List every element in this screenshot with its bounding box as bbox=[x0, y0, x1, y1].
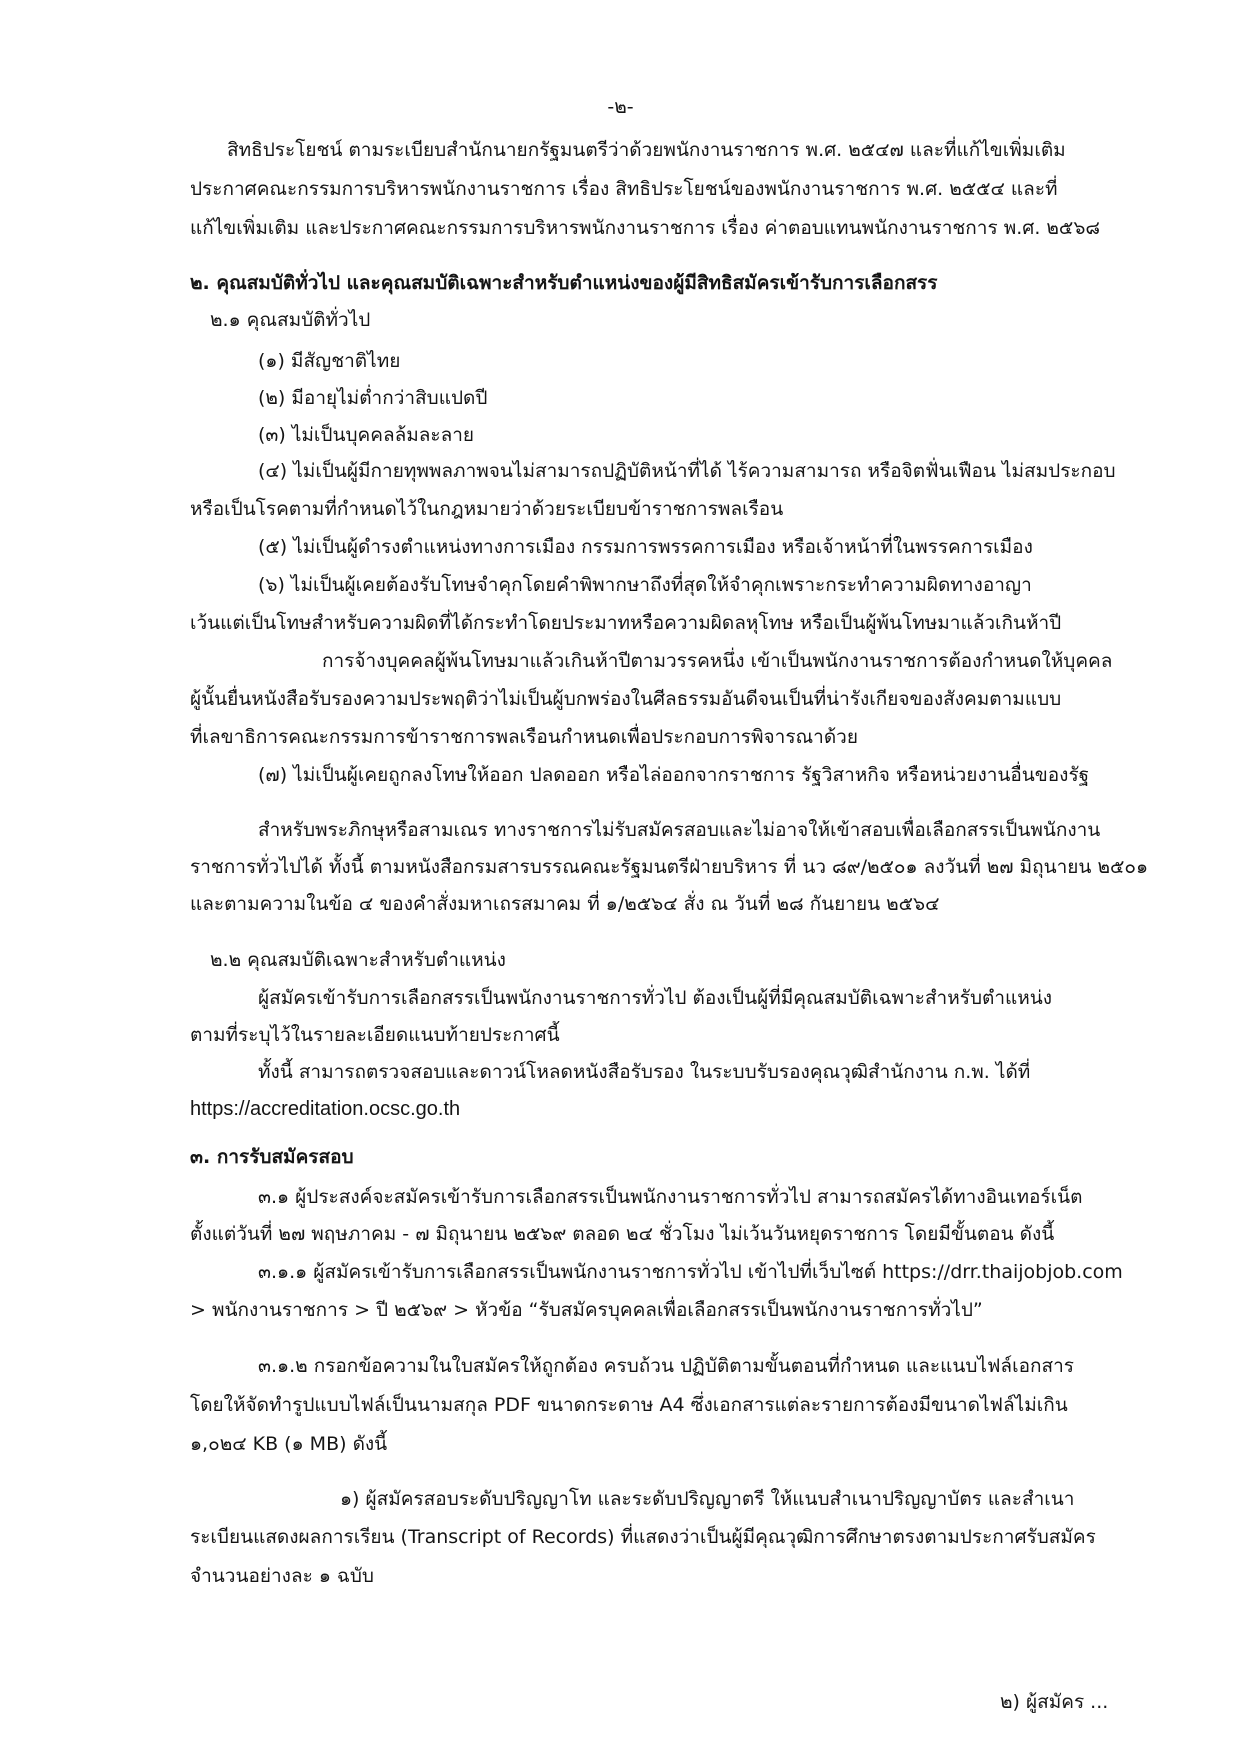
body-line: ตั้งแต่วันที่ ๒๗ พฤษภาคม - ๗ มิถุนายน ๒๕๖๙ ตลอด ๒๔ ชั่วโมง ไม่เว้นวันหยุดราชการ โดยมีขั้นตอน ดังนี้ bbox=[190, 1223, 1055, 1245]
body-line: ตามที่ระบุไว้ในรายละเอียดแนบท้ายประกาศนี้ bbox=[190, 1024, 560, 1046]
continuation-note: ๒) ผู้สมัคร ... bbox=[1000, 1691, 1109, 1713]
body-line: ผู้สมัครเข้ารับการเลือกสรรเป็นพนักงานราชการทั่วไป ต้องเป็นผู้ที่มีคุณสมบัติเฉพาะสำหรับตำแหน่ง bbox=[258, 987, 1053, 1009]
page-number: -๒- bbox=[607, 96, 634, 118]
list-item: (๒) มีอายุไม่ต่ำกว่าสิบแปดปี bbox=[258, 387, 488, 409]
list-item: (๓) ไม่เป็นบุคคลล้มละลาย bbox=[258, 424, 475, 446]
body-line: เว้นแต่เป็นโทษสำหรับความผิดที่ได้กระทำโดยประมาทหรือความผิดลหุโทษ หรือเป็นผู้พ้นโทษมาแล้วเกินห้าปี bbox=[190, 612, 1062, 634]
body-line: ๓.๑.๑ ผู้สมัครเข้ารับการเลือกสรรเป็นพนักงานราชการทั่วไป เข้าไปที่เว็บไซต์ https://drr.thaijobjob.com bbox=[258, 1261, 1123, 1283]
list-item: (๑) มีสัญชาติไทย bbox=[258, 350, 401, 372]
body-line: ประกาศคณะกรรมการบริหารพนักงานราชการ เรื่อง สิทธิประโยชน์ของพนักงานราชการ พ.ศ. ๒๕๕๔ และที่ bbox=[190, 178, 1058, 200]
body-line: แก้ไขเพิ่มเติม และประกาศคณะกรรมการบริหารพนักงานราชการ เรื่อง ค่าตอบแทนพนักงานราชการ พ.ศ. ๒๕๖๘ bbox=[190, 217, 1101, 239]
body-line: โดยให้จัดทำรูปแบบไฟล์เป็นนามสกุล PDF ขนาดกระดาษ A4 ซึ่งเอกสารแต่ละรายการต้องมีขนาดไฟล์ไม่เกิน bbox=[190, 1394, 1068, 1416]
body-line: จำนวนอย่างละ ๑ ฉบับ bbox=[190, 1565, 374, 1587]
list-item: (๗) ไม่เป็นผู้เคยถูกลงโทษให้ออก ปลดออก หรือไล่ออกจากราชการ รัฐวิสาหกิจ หรือหน่วยงานอื่นของรัฐ bbox=[258, 764, 1090, 786]
body-line: ที่เลขาธิการคณะกรรมการข้าราชการพลเรือนกำหนดเพื่อประกอบการพิจารณาด้วย bbox=[190, 726, 858, 748]
body-line: และตามความในข้อ ๔ ของคำสั่งมหาเถรสมาคม ที่ ๑/๒๕๖๔ สั่ง ณ วันที่ ๒๘ กันยายน ๒๕๖๔ bbox=[190, 893, 940, 915]
body-line: ๑) ผู้สมัครสอบระดับปริญญาโท และระดับปริญญาตรี ให้แนบสำเนาปริญญาบัตร และสำเนา bbox=[340, 1488, 1075, 1510]
subsection-heading-2-2: ๒.๒ คุณสมบัติเฉพาะสำหรับตำแหน่ง bbox=[210, 949, 506, 971]
body-line: ๓.๑ ผู้ประสงค์จะสมัครเข้ารับการเลือกสรรเป็นพนักงานราชการทั่วไป สามารถสมัครได้ทางอินเทอร์เน็ต bbox=[258, 1186, 1083, 1208]
body-line: > พนักงานราชการ > ปี ๒๕๖๙ > หัวข้อ “รับสมัครบุคคลเพื่อเลือกสรรเป็นพนักงานราชการทั่วไป” bbox=[190, 1299, 983, 1321]
section-heading-3: ๓. การรับสมัครสอบ bbox=[190, 1146, 354, 1168]
body-line: สำหรับพระภิกษุหรือสามเณร ทางราชการไม่รับสมัครสอบและไม่อาจให้เข้าสอบเพื่อเลือกสรรเป็นพนักงาน bbox=[258, 819, 1101, 841]
body-line: ระเบียนแสดงผลการเรียน (Transcript of Records) ที่แสดงว่าเป็นผู้มีคุณวุฒิการศึกษาตรงตามประกาศรับสมัคร bbox=[190, 1526, 1096, 1548]
body-line: ราชการทั่วไปได้ ทั้งนี้ ตามหนังสือกรมสารบรรณคณะรัฐมนตรีฝ่ายบริหาร ที่ นว ๘๙/๒๕๐๑ ลงวันที่ ๒๗ มิถุนายน ๒๕๐๑ bbox=[190, 856, 1149, 878]
body-line: ผู้นั้นยื่นหนังสือรับรองความประพฤติว่าไม่เป็นผู้บกพร่องในศีลธรรมอันดีจนเป็นที่น่ารังเกียจของสังคมตามแบบ bbox=[190, 688, 1062, 710]
list-item: (๕) ไม่เป็นผู้ดำรงตำแหน่งทางการเมือง กรรมการพรรคการเมือง หรือเจ้าหน้าที่ในพรรคการเมือง bbox=[258, 536, 1033, 558]
body-line: หรือเป็นโรคตามที่กำหนดไว้ในกฎหมายว่าด้วยระเบียบข้าราชการพลเรือน bbox=[190, 498, 784, 520]
section-heading-2: ๒. คุณสมบัติทั่วไป และคุณสมบัติเฉพาะสำหรับตำแหน่งของผู้มีสิทธิสมัครเข้ารับการเลือกสรร bbox=[190, 272, 938, 294]
body-line: ๑,๐๒๔ KB (๑ MB) ดังนี้ bbox=[190, 1433, 388, 1455]
body-line: ทั้งนี้ สามารถตรวจสอบและดาวน์โหลดหนังสือรับรอง ในระบบรับรองคุณวุฒิสำนักงาน ก.พ. ได้ที่ bbox=[258, 1061, 1031, 1083]
body-line: การจ้างบุคคลผู้พ้นโทษมาแล้วเกินห้าปีตามวรรคหนึ่ง เข้าเป็นพนักงานราชการต้องกำหนดให้บุคคล bbox=[322, 650, 1113, 672]
list-item: (๖) ไม่เป็นผู้เคยต้องรับโทษจำคุกโดยคำพิพากษาถึงที่สุดให้จำคุกเพราะกระทำความผิดทางอาญา bbox=[258, 574, 1032, 596]
subsection-heading-2-1: ๒.๑ คุณสมบัติทั่วไป bbox=[210, 309, 371, 331]
accreditation-link[interactable]: https://accreditation.ocsc.go.th bbox=[190, 1098, 461, 1120]
list-item: (๔) ไม่เป็นผู้มีกายทุพพลภาพจนไม่สามารถปฏิบัติหน้าที่ได้ ไร้ความสามารถ หรือจิตฟั่นเฟือน ไม่สมประกอบ bbox=[258, 460, 1116, 482]
body-line: ๓.๑.๒ กรอกข้อความในใบสมัครให้ถูกต้อง ครบถ้วน ปฏิบัติตามขั้นตอนที่กำหนด และแนบไฟล์เอกสาร bbox=[258, 1355, 1074, 1377]
body-line: สิทธิประโยชน์ ตามระเบียบสำนักนายกรัฐมนตรีว่าด้วยพนักงานราชการ พ.ศ. ๒๕๔๗ และที่แก้ไขเพิ่มเติม bbox=[227, 139, 1066, 161]
